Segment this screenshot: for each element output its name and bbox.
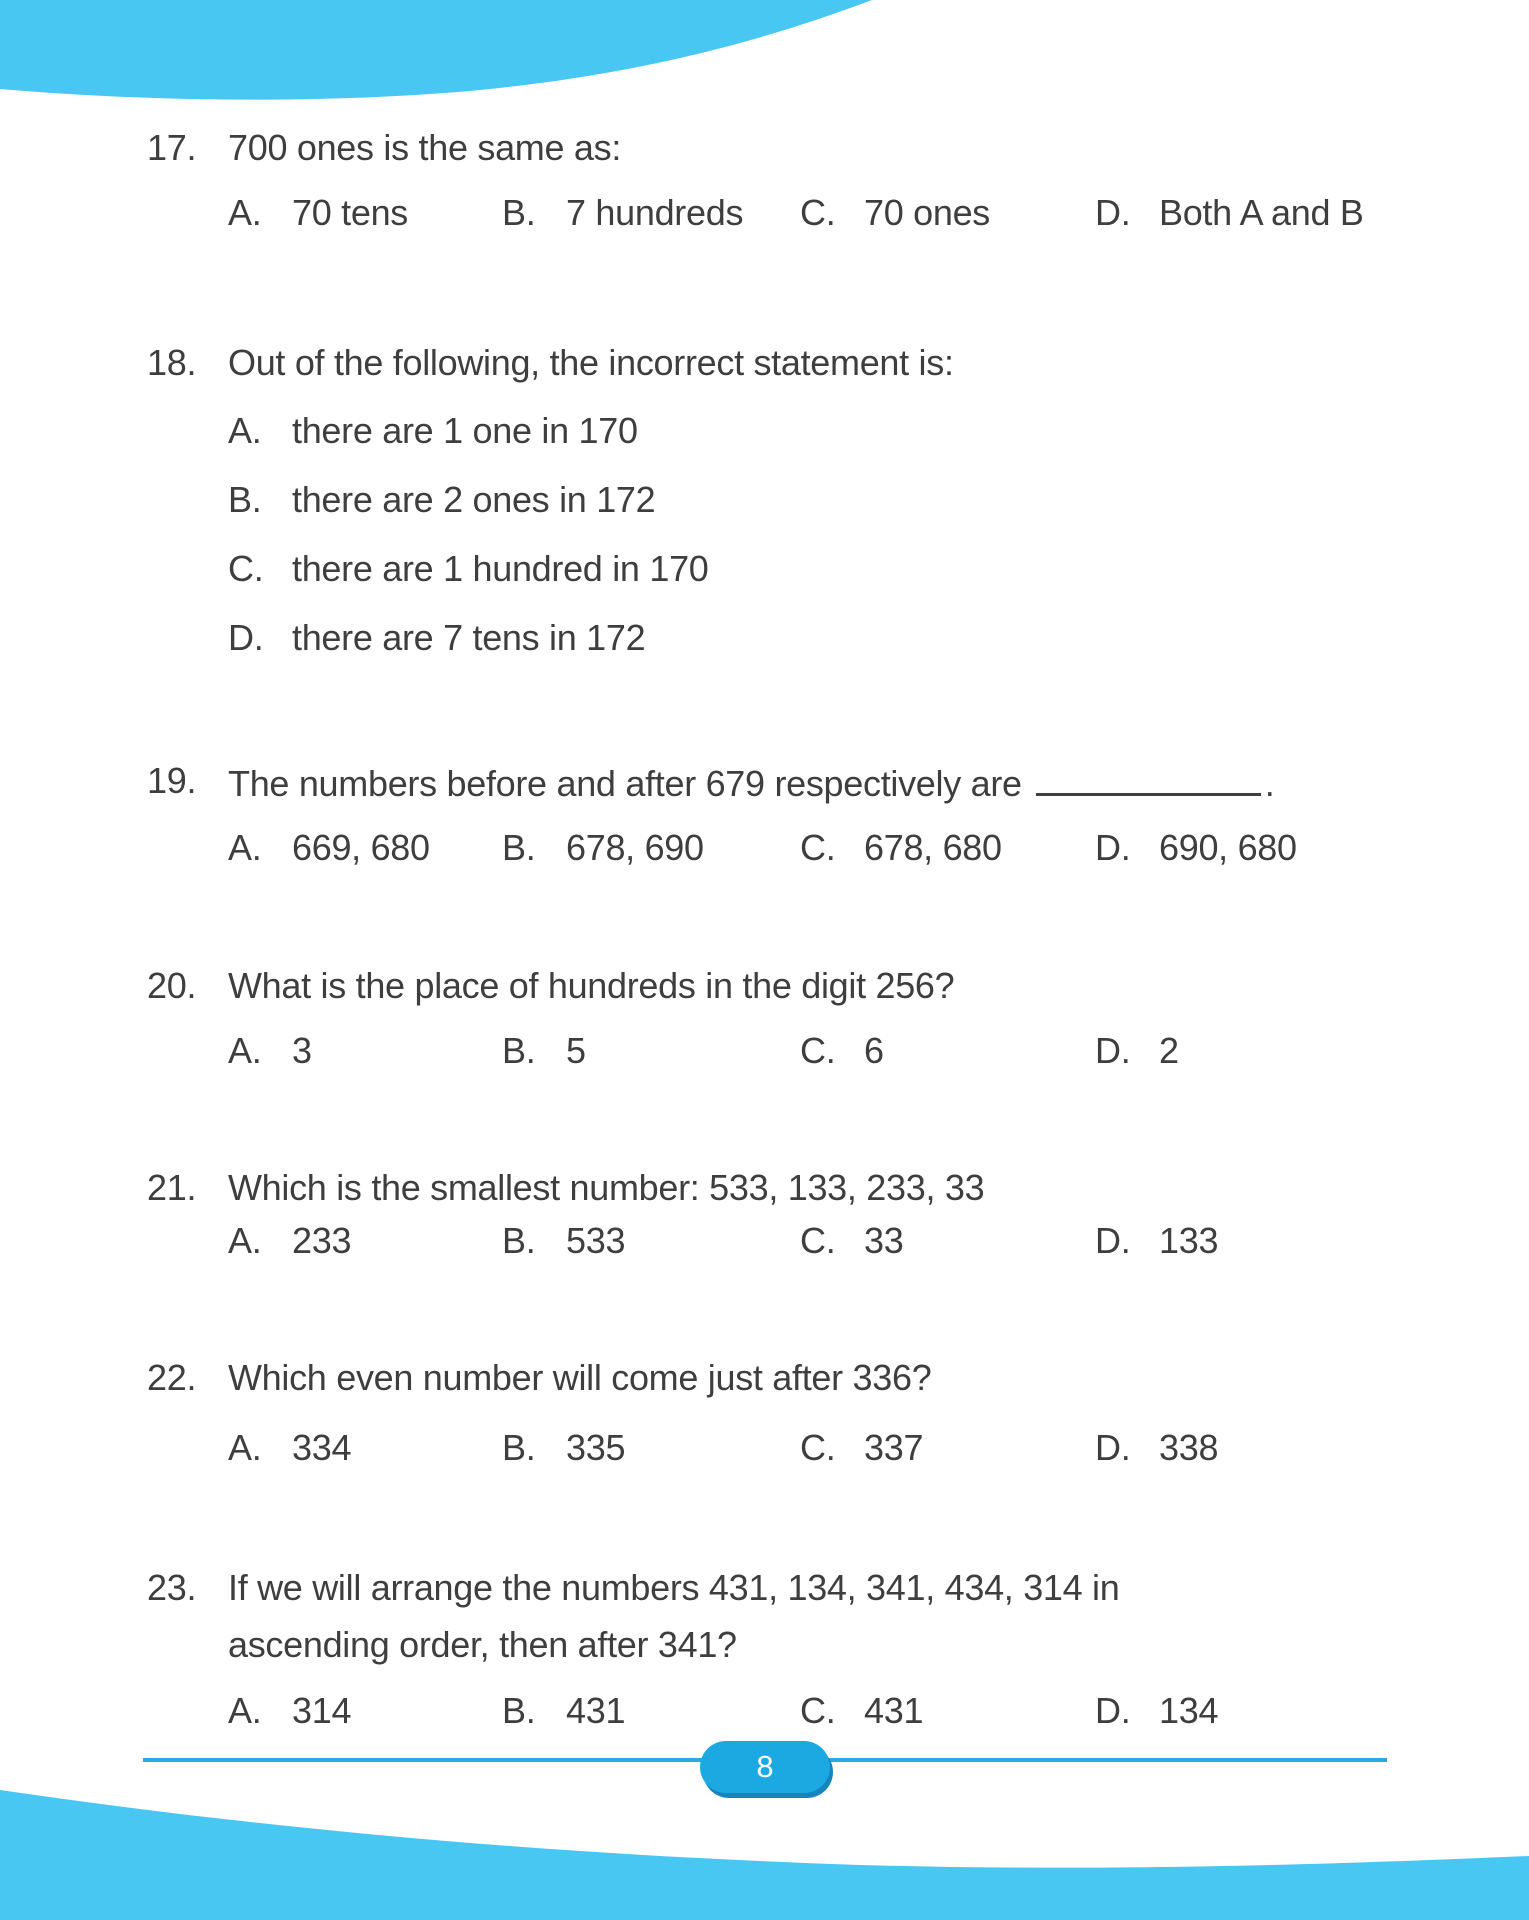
question-stem-line [0,964,1529,1008]
option-D [1095,1689,1218,1733]
option-text: 338 [1159,1427,1219,1468]
option-D [1095,191,1364,235]
option-label: D. [1095,1427,1131,1468]
question-stem-line [0,759,1529,806]
option-text: 690, 680 [1159,827,1297,868]
page-number-badge [700,1741,830,1793]
question-stem-line [0,1166,1529,1210]
answer-blank [1036,759,1261,796]
option-text: 431 [566,1690,626,1731]
option-label: D. [228,617,264,658]
option-text: there are 2 ones in 172 [292,479,656,520]
option-text: 314 [292,1690,352,1731]
option-label: B. [502,1690,536,1731]
question-number: 17. [147,127,197,168]
option-text: 6 [864,1030,884,1071]
option-label: B. [502,827,536,868]
question-number: 21. [147,1167,197,1208]
question-stem-text: 700 ones is the same as: [228,127,622,168]
option-text: 678, 680 [864,827,1002,868]
option-B [228,478,655,522]
option-label: B. [228,479,262,520]
option-label: A. [228,410,262,451]
option-text: 70 tens [292,192,408,233]
option-text: there are 1 hundred in 170 [292,548,709,589]
option-B [502,826,704,870]
option-label: C. [228,548,264,589]
option-label: A. [228,192,262,233]
option-label: C. [800,1427,836,1468]
option-C [228,547,709,591]
option-text: there are 1 one in 170 [292,410,638,451]
option-text: 334 [292,1427,352,1468]
option-label: D. [1095,1220,1131,1261]
question-number: 23. [147,1567,197,1608]
option-D [1095,826,1297,870]
option-label: B. [502,1030,536,1071]
question-stem-line [0,126,1529,170]
option-text: 3 [292,1030,312,1071]
option-B [502,1426,625,1470]
option-label: A. [228,827,262,868]
option-A [228,1426,351,1470]
option-D [1095,1426,1218,1470]
question-stem-text: Out of the following, the incorrect statement is: [228,342,954,383]
option-text: there are 7 tens in 172 [292,617,646,658]
question-stem-text: If we will arrange the numbers 431, 134, 341, 434, 314 in [228,1567,1120,1608]
option-text: 5 [566,1030,586,1071]
option-text: 678, 690 [566,827,704,868]
option-A [228,191,408,235]
option-label: B. [502,1220,536,1261]
question-stem-line [0,1356,1529,1400]
option-text: 233 [292,1220,352,1261]
option-A [228,1029,312,1073]
option-D [1095,1029,1179,1073]
option-text: 7 hundreds [566,192,744,233]
option-B [502,1689,625,1733]
option-text: 431 [864,1690,924,1731]
footer-wave-decoration [0,1790,1529,1920]
option-label: B. [502,1427,536,1468]
option-A [228,1689,351,1733]
question-number: 22. [147,1357,197,1398]
question-number: 20. [147,965,197,1006]
option-label: D. [1095,827,1131,868]
option-label: C. [800,192,836,233]
option-C [800,1029,884,1073]
option-label: D. [1095,1690,1131,1731]
option-text: 70 ones [864,192,991,233]
option-C [800,1426,923,1470]
question-stem-text: Which is the smallest number: 533, 133, 233, 33 [228,1167,985,1208]
question-stem-text: The numbers before and after 679 respectively are [228,763,1022,804]
option-A [228,1219,351,1263]
option-label: D. [1095,1030,1131,1071]
option-B [502,1219,625,1263]
question-stem-line [0,1566,1529,1610]
option-label: C. [800,827,836,868]
option-A [228,826,430,870]
option-A [228,409,638,453]
option-text: 33 [864,1220,904,1261]
option-text: 337 [864,1427,924,1468]
question-stem-line [0,341,1529,385]
option-C [800,826,1002,870]
option-label: A. [228,1690,262,1731]
option-B [502,1029,586,1073]
question-number: 19. [147,760,197,801]
option-text: 2 [1159,1030,1179,1071]
option-label: C. [800,1690,836,1731]
option-text: 134 [1159,1690,1219,1731]
option-label: C. [800,1220,836,1261]
question-stem-text: ascending order, then after 341? [228,1624,737,1665]
option-C [800,191,990,235]
option-text: Both A and B [1159,192,1364,233]
option-label: D. [1095,192,1131,233]
option-label: B. [502,192,536,233]
option-text: 669, 680 [292,827,430,868]
question-number: 18. [147,342,197,383]
option-C [800,1689,923,1733]
option-label: A. [228,1220,262,1261]
question-stem-text: What is the place of hundreds in the digit 256? [228,965,955,1006]
page-number: 8 [756,1749,774,1784]
option-B [502,191,743,235]
option-text: 133 [1159,1220,1219,1261]
option-D [228,616,645,660]
option-D [1095,1219,1218,1263]
option-label: A. [228,1427,262,1468]
question-stem-text: Which even number will come just after 336? [228,1357,932,1398]
question-stem-line [0,1623,1529,1667]
option-text: 335 [566,1427,626,1468]
option-text: 533 [566,1220,626,1261]
option-label: C. [800,1030,836,1071]
option-C [800,1219,903,1263]
blank-suffix: . [1264,763,1275,804]
option-label: A. [228,1030,262,1071]
